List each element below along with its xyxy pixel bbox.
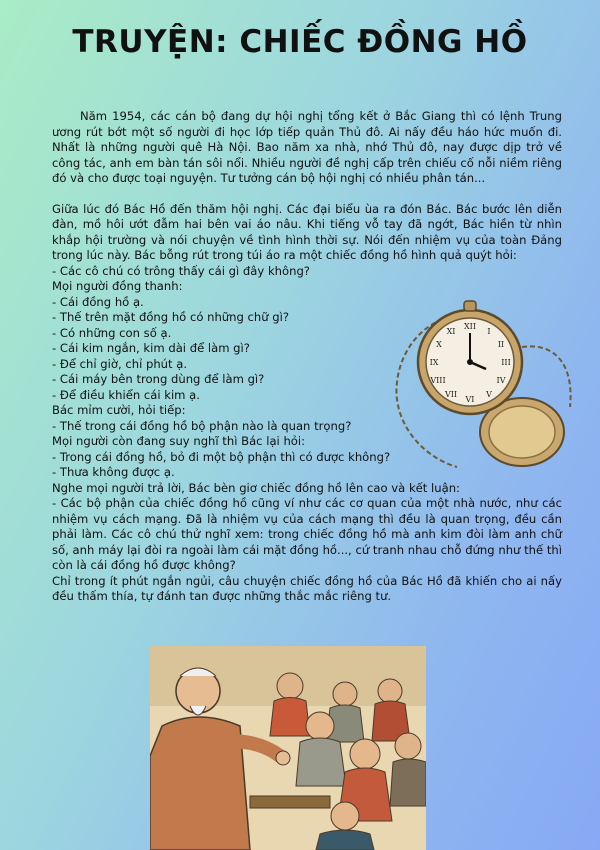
svg-text:X: X: [436, 340, 442, 349]
paragraph-gap: [52, 187, 562, 202]
svg-text:V: V: [486, 390, 492, 399]
dialog-line: Nghe mọi người trả lời, Bác bèn giơ chiếc đồng hồ lên cao và kết luận:: [52, 480, 460, 495]
pocket-watch-illustration: [382, 297, 577, 482]
dialog-line: - Thưa không được ạ.: [52, 465, 175, 479]
desk: [250, 796, 330, 808]
svg-text:II: II: [497, 340, 505, 349]
paragraph-conclusion: - Các bộ phận của chiếc đồng hồ cũng ví như các cơ quan của một nhà nước, như các nhiệm vụ cách mạng. Đã là nhiệm vụ của cách mạng thì đều là quan trọng, đều cần phải làm. Các cô chú thử nghĩ xem: trong chiếc đồng hồ mà anh kim đòi làm anh chữ số, anh máy lại đòi ra ngoài làm cái mặt đồng hồ..., cứ tranh nhau chỗ đứng như thế thì còn là cái đồng hồ được không?: [52, 496, 562, 572]
svg-text:IX: IX: [429, 358, 439, 367]
dialog-line: - Có những con số ạ.: [52, 325, 172, 340]
dialog-line: - Để chỉ giờ, chỉ phút ạ.: [52, 356, 188, 371]
dialog-line: - Thế trong cái đồng hồ bộ phận nào là quan trọng?: [52, 418, 352, 433]
paragraph-visit: Giữa lúc đó Bác Hồ đến thăm hội nghị. Các đại biểu ùa ra đón Bác. Bác bước lên diễn đàn, mồ hôi ướt đẫm hai bên vai áo nâu. Khi tiếng vỗ tay đã ngớt, Bác hiền từ nhìn khắp hội trường và nói chuyện về tình hình thời sự. Nói đến nhiệm vụ của toàn Đảng trong lúc này. Bác bỗng rút trong túi áo ra một chiếc đồng hồ hình quả quýt hỏi:: [52, 201, 562, 262]
watch-crown: [464, 301, 476, 311]
dialog-line: Bác mỉm cười, hỏi tiếp:: [52, 403, 186, 417]
paragraph-ending: Chỉ trong ít phút ngắn ngủi, câu chuyện chiếc đồng hồ của Bác Hồ đã khiến cho ai nấy đều thấm thía, tự đánh tan được những thắc mắc riêng tư.: [52, 573, 562, 603]
dialog-line: - Cái máy bên trong dùng để làm gì?: [52, 372, 265, 386]
dialog-line: - Thế trên mặt đồng hồ có những chữ gì?: [52, 310, 290, 324]
paragraph-intro: Năm 1954, các cán bộ đang dự hội nghị tổng kết ở Bắc Giang thì có lệnh Trung ương rút bớt một số người đi học lớp tiếp quản Thủ đô. Ai nấy đều háo hức muốn đi. Nhất là những người quê Hà Nội. Bao năm xa nhà, nhớ Thủ đô, nay được dịp trở về công tác, anh em bàn tán sôi nổi. Nhiều người đề nghị cấp trên chiếu cố nỗi niềm riêng đó và cho được toại nguyện. Tư tưởng cán bộ hội nghị có nhiều phân tán...: [52, 109, 562, 185]
dialog-line: - Trong cái đồng hồ, bỏ đi một bộ phận thì có được không?: [52, 449, 391, 464]
dialog-line: Mọi người đồng thanh:: [52, 279, 183, 293]
svg-text:VIII: VIII: [430, 376, 446, 385]
svg-text:I: I: [487, 327, 491, 336]
svg-text:III: III: [501, 358, 511, 367]
svg-text:VII: VII: [444, 390, 458, 399]
dialog-line: Mọi người còn đang suy nghĩ thì Bác lại hỏi:: [52, 434, 306, 448]
svg-text:IV: IV: [496, 376, 506, 385]
page-title: TRUYỆN: CHIẾC ĐỒNG HỒ: [72, 24, 528, 60]
svg-text:XI: XI: [446, 327, 456, 336]
dialog-line: - Các cô chú có trông thấy cái gì đây không?: [52, 263, 310, 278]
dialog-line: - Cái kim ngắn, kim dài để làm gì?: [52, 341, 250, 355]
dialog-line: - Cái đồng hồ ạ.: [52, 294, 144, 309]
svg-text:XII: XII: [463, 322, 477, 331]
svg-text:VI: VI: [465, 395, 475, 404]
classroom-illustration: [150, 646, 426, 850]
dialog-line: - Để điều khiển cái kim ạ.: [52, 387, 200, 402]
